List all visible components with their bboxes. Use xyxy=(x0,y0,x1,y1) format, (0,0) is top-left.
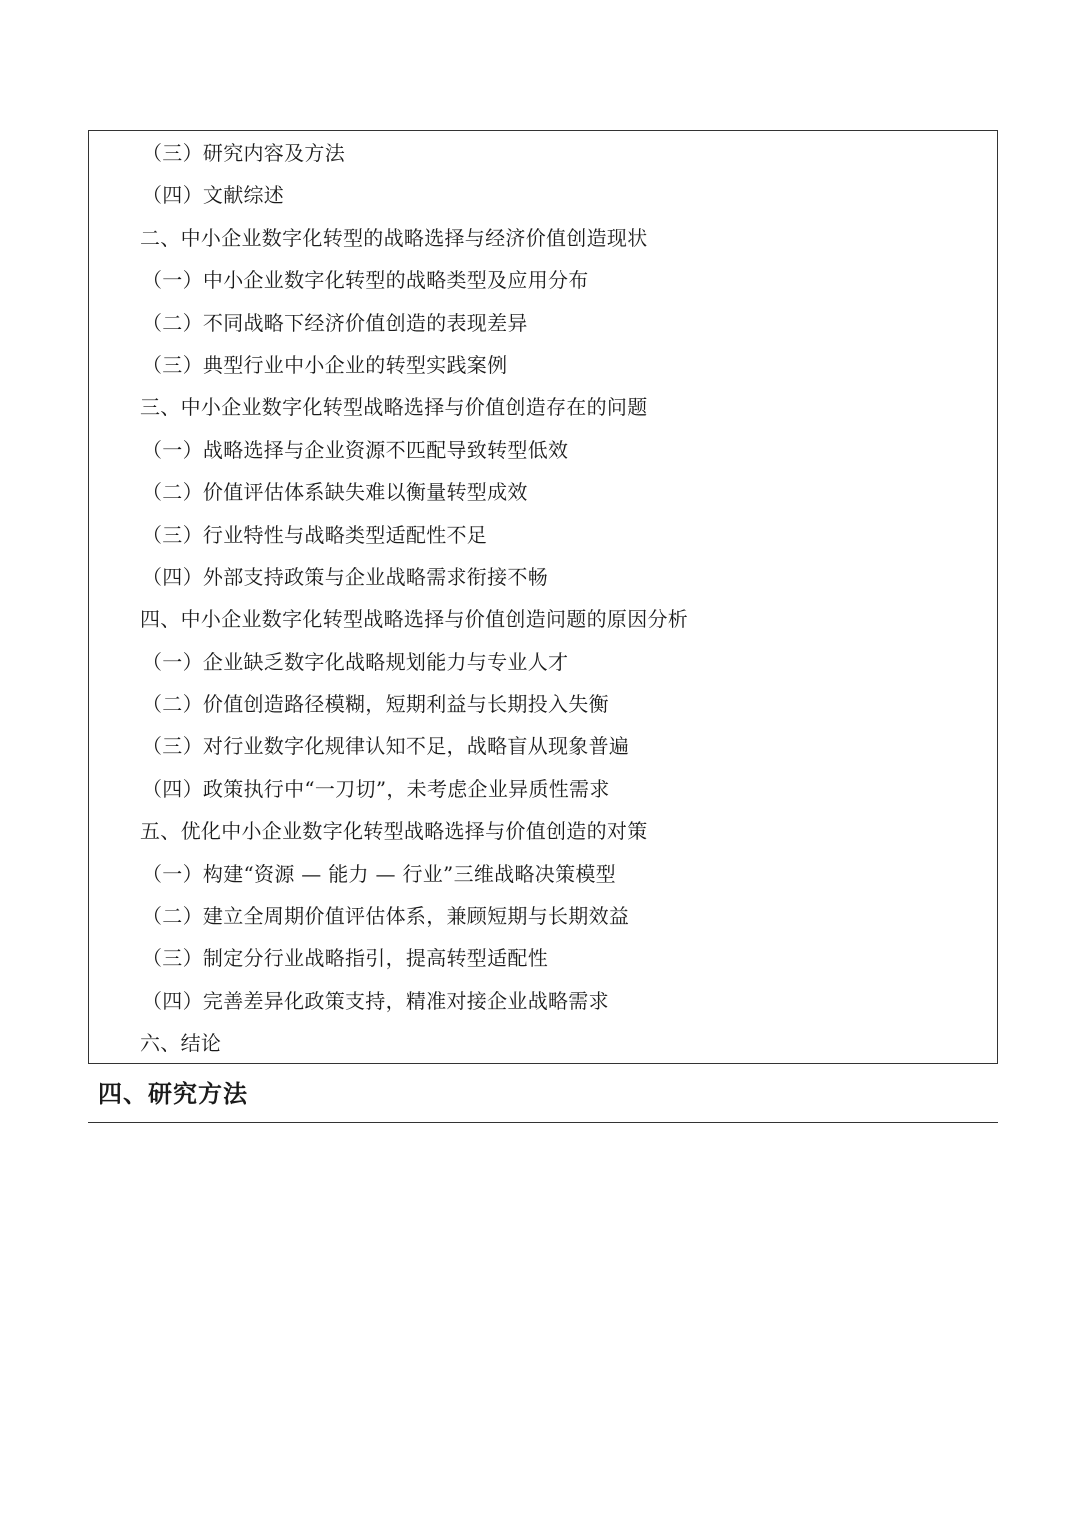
outline-item: （三）典型行业中小企业的转型实践案例 xyxy=(142,352,508,377)
outline-chapter: 三、中小企业数字化转型战略选择与价值创造存在的问题 xyxy=(140,395,648,420)
outline-item: （三）制定分行业战略指引，提高转型适配性 xyxy=(142,946,548,971)
outline-item: （三）研究内容及方法 xyxy=(142,141,345,165)
outline-item: （二）建立全周期价值评估体系，兼顾短期与长期效益 xyxy=(142,904,630,929)
outline-item: （一）构建“资源 — 能力 — 行业”三维战略决策模型 xyxy=(142,861,616,886)
outline-item: （二）价值评估体系缺失难以衡量转型成效 xyxy=(142,480,528,505)
section-divider xyxy=(88,1122,998,1123)
outline-chapter: 二、中小企业数字化转型的战略选择与经济价值创造现状 xyxy=(140,225,648,250)
outline-item: （一）战略选择与企业资源不匹配导致转型低效 xyxy=(142,437,569,462)
outline-item: （四）外部支持政策与企业战略需求衔接不畅 xyxy=(142,564,548,589)
outline-item: （四）完善差异化政策支持，精准对接企业战略需求 xyxy=(142,988,609,1013)
outline-item: （四）政策执行中“一刀切”，未考虑企业异质性需求 xyxy=(142,776,610,801)
outline-item: （三）对行业数字化规律认知不足，战略盲从现象普遍 xyxy=(142,734,630,759)
section-heading: 四、研究方法 xyxy=(98,1079,248,1108)
outline-item: （二）不同战略下经济价值创造的表现差异 xyxy=(142,310,528,335)
outline-list xyxy=(140,132,990,1065)
outline-chapter: 六、结论 xyxy=(140,1031,222,1056)
outline-chapter: 五、优化中小企业数字化转型战略选择与价值创造的对策 xyxy=(140,819,648,844)
outline-item: （四）文献综述 xyxy=(142,183,285,208)
outline-item: （一）中小企业数字化转型的战略类型及应用分布 xyxy=(142,268,589,293)
outline-item: （三）行业特性与战略类型适配性不足 xyxy=(142,522,488,547)
outline-item: （二）价值创造路径模糊，短期利益与长期投入失衡 xyxy=(142,692,609,717)
outline-item: （一）企业缺乏数字化战略规划能力与专业人才 xyxy=(142,649,569,674)
outline-chapter: 四、中小企业数字化转型战略选择与价值创造问题的原因分析 xyxy=(140,607,689,632)
